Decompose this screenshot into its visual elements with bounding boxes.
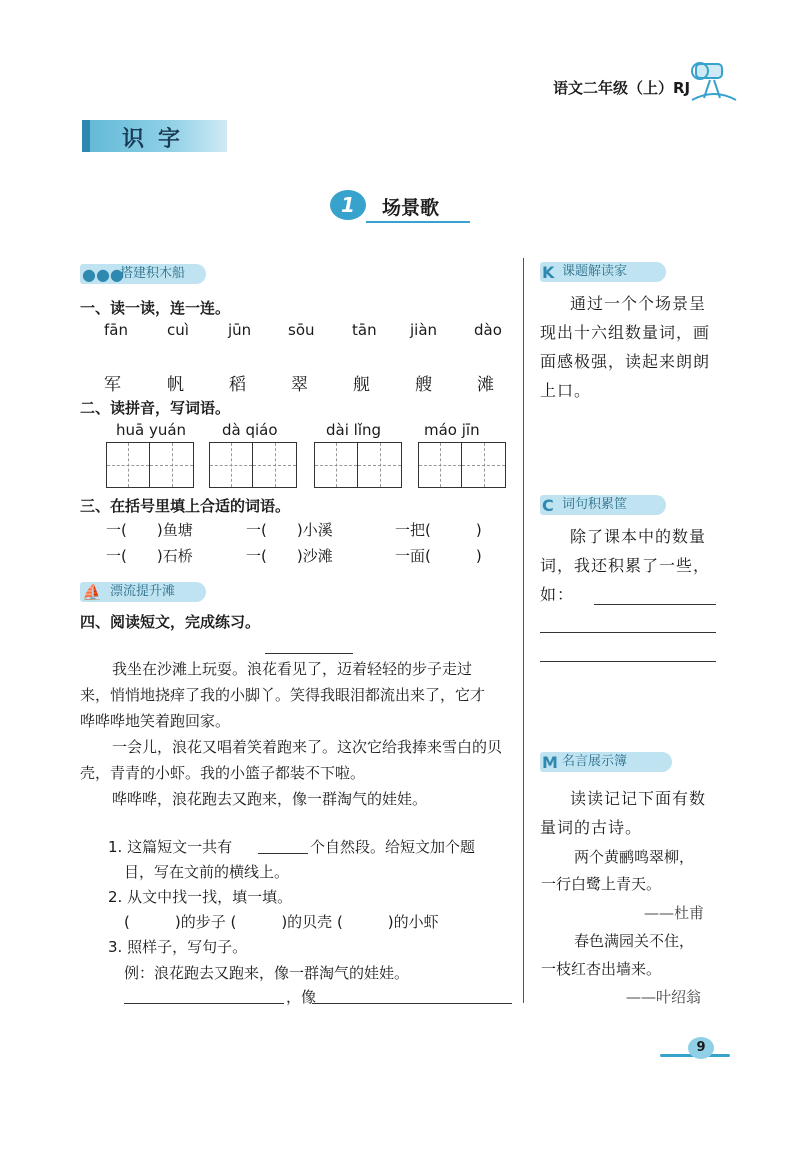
passage-paragraph: 哗哗哗，浪花跑去又跑来，像一群淘气的娃娃。 <box>112 790 428 808</box>
section-badge-label: 课题解读家 <box>562 264 628 279</box>
writing-grid[interactable] <box>314 442 402 488</box>
sidebar-intro-text: 通过一个个场景呈现出十六组数量词，画面感极强，读起来朗朗上口。 <box>540 294 711 400</box>
q4-title: 四、阅读短文，完成练习。 <box>80 613 261 631</box>
q3-blank[interactable]: 一把( ) <box>395 521 482 539</box>
q3-blank[interactable]: 一面( ) <box>395 547 482 565</box>
writing-grid[interactable] <box>418 442 506 488</box>
q4-item1-text: 1. 这篇短文一共有 <box>108 838 233 856</box>
hanzi-item: 军 <box>104 375 121 395</box>
telescope-icon <box>690 58 738 102</box>
sentence-blank[interactable] <box>312 1003 512 1004</box>
section-badge-build <box>80 264 206 284</box>
poem-line: 一枝红杏出墙来。 <box>541 960 662 978</box>
q2-pinyin: huā yuán <box>116 421 187 439</box>
q4-item1-text: 目，写在文前的横线上。 <box>124 863 290 881</box>
writing-grid[interactable] <box>106 442 194 488</box>
poem-line: 两个黄鹂鸣翠柳， <box>574 848 695 866</box>
pinyin-item: dào <box>474 321 502 339</box>
m-letter-icon: M <box>542 753 558 772</box>
sentence-comma: ，像 <box>286 988 317 1006</box>
accumulate-blank[interactable] <box>594 604 716 605</box>
q2-title: 二、读拼音，写词语。 <box>80 399 231 417</box>
q3-blank[interactable]: 一( )鱼塘 <box>106 521 193 539</box>
side-badge-accumulate <box>540 495 666 515</box>
sidebar-quote-intro: 读读记记下面有数量词的古诗。 <box>540 789 707 837</box>
lesson-number: 1 <box>330 190 366 220</box>
q1-title: 一、读一读，连一连。 <box>80 299 231 317</box>
hanzi-item: 舰 <box>353 375 370 395</box>
q4-item3-text: 3. 照样子，写句子。 <box>108 938 248 956</box>
column-divider <box>523 258 524 1003</box>
section-badge-label: 词句积累筐 <box>562 497 628 512</box>
paragraph-count-blank[interactable] <box>258 853 308 854</box>
q2-pinyin: dài lǐng <box>326 421 382 439</box>
sidebar-accumulate-text: 除了课本中的数量词，我还积累了一些，如： <box>540 527 711 604</box>
pinyin-item: sōu <box>288 321 315 339</box>
hanzi-item: 艘 <box>415 375 432 395</box>
boat-icon: ⛵ <box>82 583 102 602</box>
sentence-blank[interactable] <box>124 1003 284 1004</box>
poem-line: 一行白鹭上青天。 <box>541 875 662 893</box>
lesson-heading <box>330 190 470 226</box>
q3-blank[interactable]: 一( )沙滩 <box>246 547 333 565</box>
passage-paragraph: 一会儿，浪花又唱着笑着跑来了。这次它给我捧来雪白的贝壳，青青的小虾。我的小篮子都装不下啦。 <box>80 738 503 782</box>
hanzi-item: 翠 <box>291 375 308 395</box>
passage-paragraph: 我坐在沙滩上玩耍。浪花看见了，迈着轻轻的步子走过来，悄悄地挠痒了我的小脚丫。笑得我眼泪都流出来了，它才哗哗哗地笑着跑回家。 <box>80 660 486 730</box>
q3-blank[interactable]: 一( )小溪 <box>246 521 333 539</box>
writing-grid[interactable] <box>209 442 297 488</box>
side-badge-quote <box>540 752 672 772</box>
pinyin-item: tān <box>352 321 377 339</box>
q4-item2-text: 2. 从文中找一找，填一填。 <box>108 888 293 906</box>
poem-line: 春色满园关不住， <box>574 932 695 950</box>
q4-item1-text: 个自然段。给短文加个题 <box>310 838 476 856</box>
unit-label: 识字 <box>122 127 195 152</box>
poem-author: ——叶绍翁 <box>626 988 702 1006</box>
hanzi-item: 帆 <box>167 375 184 395</box>
header-title: 语文二年级（上）RJ <box>553 79 691 97</box>
q3-title: 三、在括号里填上合适的词语。 <box>80 497 291 515</box>
section-badge-label: 名言展示簿 <box>562 754 628 769</box>
side-badge-intro <box>540 262 666 282</box>
pinyin-item: jūn <box>228 321 252 339</box>
q2-pinyin: máo jīn <box>424 421 480 439</box>
blocks-icon: ●●● <box>82 265 124 284</box>
hanzi-item: 稻 <box>229 375 246 395</box>
hanzi-item: 滩 <box>477 375 494 395</box>
q4-example: 例：浪花跑去又跑来，像一群淘气的娃娃。 <box>124 964 410 982</box>
section-badge-label: 漂流提升滩 <box>110 584 176 599</box>
lesson-title: 场景歌 <box>382 197 440 219</box>
poem-author: ——杜甫 <box>644 904 705 922</box>
section-badge-drift <box>80 582 206 602</box>
unit-banner <box>82 120 227 152</box>
q2-pinyin: dà qiáo <box>222 421 278 439</box>
page-number: 9 <box>688 1037 714 1059</box>
pinyin-item: fān <box>104 321 128 339</box>
q3-blank[interactable]: 一( )石桥 <box>106 547 193 565</box>
c-letter-icon: C <box>542 496 554 515</box>
accumulate-blank[interactable] <box>540 632 716 633</box>
q4-item2-blanks[interactable]: ( )的步子 ( )的贝壳 ( )的小虾 <box>124 913 439 931</box>
title-answer-line[interactable] <box>265 653 353 654</box>
pinyin-item: cuì <box>167 321 189 339</box>
k-letter-icon: K <box>542 263 555 282</box>
accumulate-blank[interactable] <box>540 661 716 662</box>
pinyin-item: jiàn <box>410 321 438 339</box>
section-badge-label: 搭建积木船 <box>120 266 186 281</box>
